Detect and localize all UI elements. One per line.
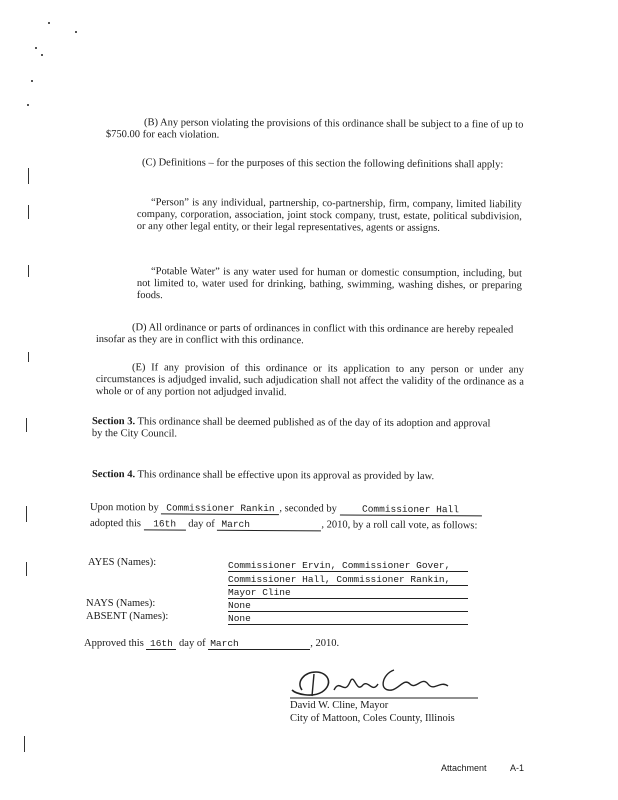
seconded-by-field: Commissioner Hall (339, 504, 481, 517)
approval-month-field: March (208, 638, 310, 650)
ayes-line-1: Commissioner Ervin, Commissioner Gover, (228, 560, 468, 572)
approval-day-of: day of (179, 638, 206, 649)
ayes-label: AYES (Names): (88, 557, 157, 568)
attachment-label: Attachment (441, 763, 487, 773)
scan-edge-mark (28, 205, 29, 219)
approval-prefix: Approved this (84, 638, 144, 649)
section-d-repeal: (D) All ordinance or parts of ordinances in conflict with this ordinance are hereby repealed insofar as they are in conflict with this ordinance. (95, 322, 514, 347)
approval-line (84, 638, 339, 650)
scan-edge-mark (24, 736, 25, 752)
motion-line (90, 502, 482, 516)
section-c-definitions: (C) Definitions – for the purposes of this section the following definitions shall apply: (141, 157, 504, 171)
nays-label: NAYS (Names): (86, 598, 156, 609)
ayes-line-2: Commissioner Hall, Commissioner Rankin, (228, 574, 468, 586)
nays-field: None (228, 600, 468, 612)
motion-prefix: Upon motion by (89, 502, 159, 514)
absent-field: None (228, 613, 468, 625)
scan-edge-mark (26, 562, 27, 576)
section-3 (92, 416, 502, 443)
adoption-line (90, 518, 478, 532)
section-4-text: This ordinance shall be effective upon its approval as provided by law. (135, 469, 435, 483)
scan-edge-mark (26, 506, 27, 522)
scan-edge-mark (28, 352, 29, 362)
scan-edge-mark (28, 168, 29, 184)
seconded-text: , seconded by (279, 503, 337, 515)
absent-label: ABSENT (Names): (86, 611, 169, 622)
adopted-day-field: 16th (144, 518, 186, 530)
mayor-signature (282, 660, 482, 702)
signatory-location: City of Mattoon, Coles County, Illinois (290, 713, 455, 724)
approval-day-field: 16th (146, 638, 176, 650)
scan-edge-mark (28, 265, 29, 277)
section-3-text: This ordinance shall be deemed published as of the day of its adoption and approval by the City Council. (91, 416, 491, 440)
definition-potable-water: “Potable Water” is any water used for human or domestic consumption, including, but not limited to, water used for drinking, bathing, swimming, washing dishes, or preparing foods. (136, 266, 522, 302)
adopted-year-text: , 2010, by a roll call vote, as follows: (321, 519, 478, 532)
section-b-penalty: (B) Any person violating the provisions of this ordinance shall be subject to a fine of up to $750.00 for each violation. (105, 117, 524, 141)
adopted-prefix: adopted this (89, 518, 142, 530)
section-4 (92, 469, 512, 484)
adopted-day-of: day of (188, 518, 215, 530)
ayes-line-3: Mayor Cline (228, 587, 468, 599)
approval-year-text: , 2010. (310, 638, 340, 649)
page-id: A-1 (510, 763, 525, 773)
moved-by-field: Commissioner Rankin (161, 502, 279, 515)
definition-person: “Person” is any individual, partnership, co-partnership, firm, company, limited liability company, corporation, association, joint stock company, trust, estate, political subdivision, or any other legal entity, or their legal representatives, agents or assigns. (136, 197, 522, 234)
signatory-name: David W. Cline, Mayor (290, 700, 389, 711)
scan-edge-mark (26, 418, 27, 432)
adopted-month-field: March (217, 519, 321, 532)
section-4-label: Section 4. (91, 469, 136, 481)
section-e-severability: (E) If any provision of this ordinance or its application to any person or under any circumstances is adjudged invalid, such adjudication shall not affect the validity of the ordinance as a whole or of any portion not adjudged invalid. (95, 362, 524, 399)
section-3-label: Section 3. (91, 416, 136, 428)
